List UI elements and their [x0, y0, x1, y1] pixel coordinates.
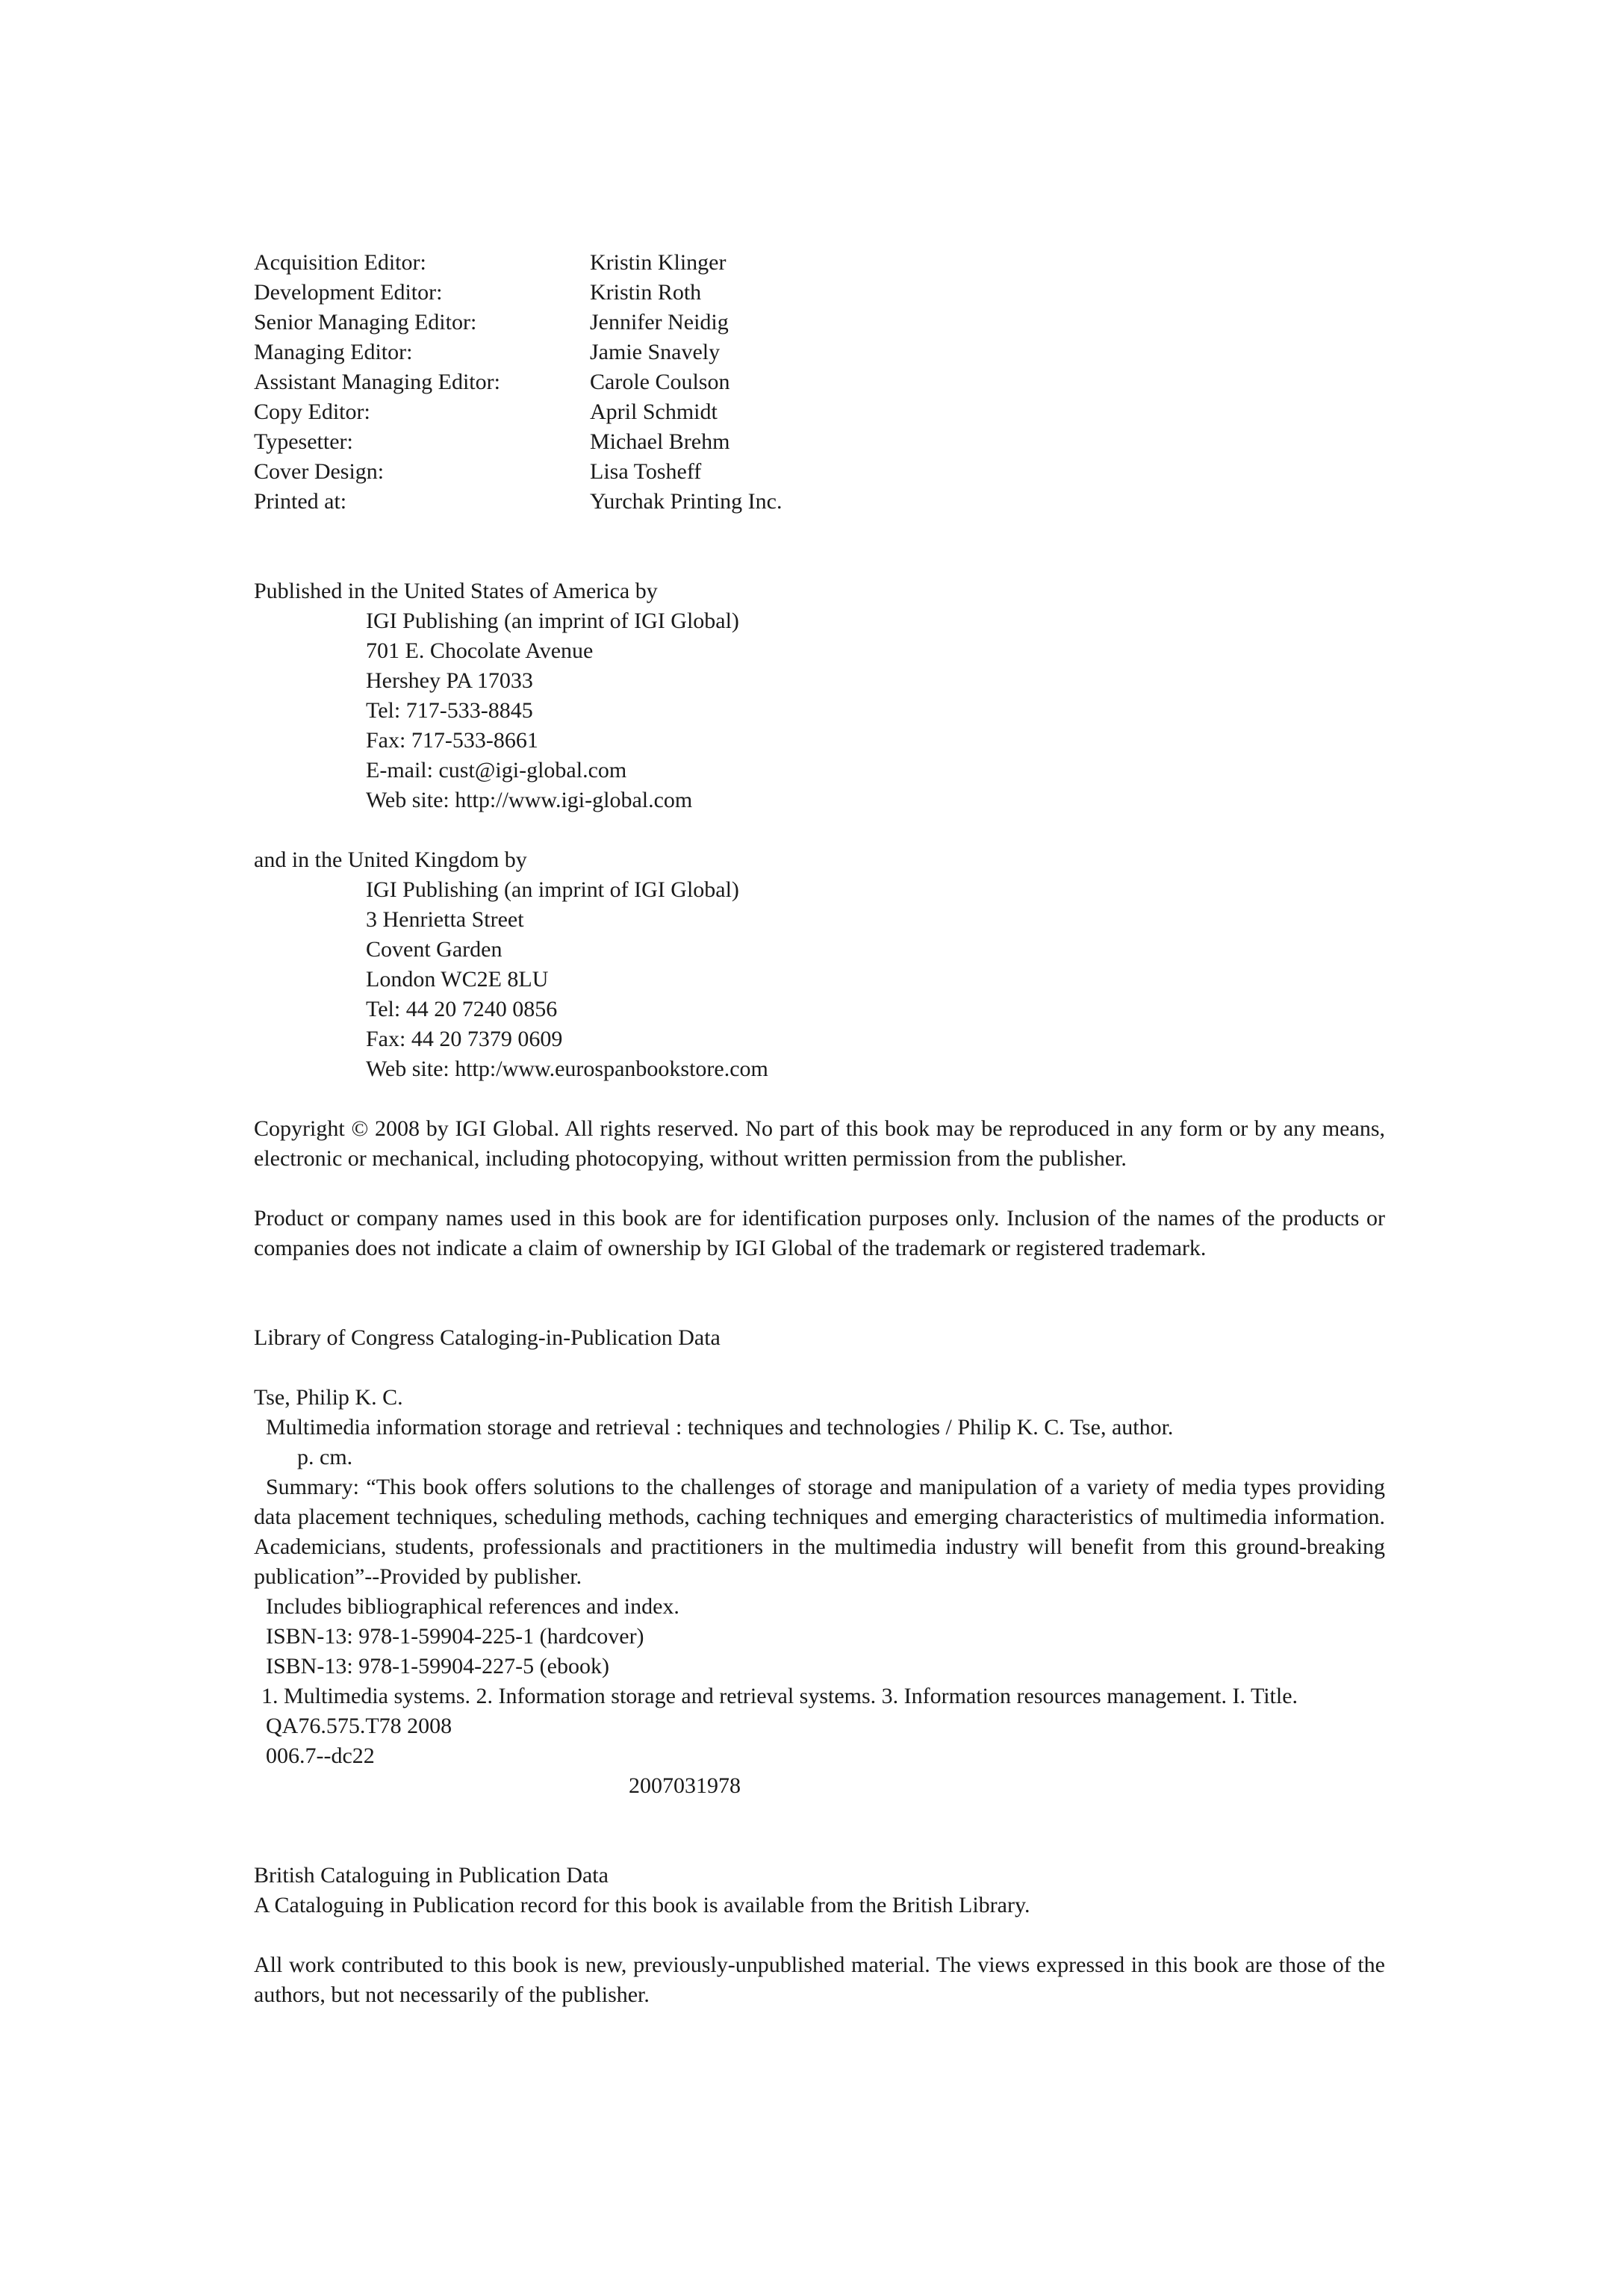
credit-role: Assistant Managing Editor: — [254, 370, 500, 394]
credit-name: Kristin Roth — [590, 280, 702, 305]
cip-isbn-ebook: ISBN-13: 978-1-59904-227-5 (ebook) — [266, 1654, 609, 1679]
credit-role: Development Editor: — [254, 280, 443, 305]
editorial-credits — [254, 248, 1389, 517]
phone-line: Tel: 44 20 7240 0856 — [366, 997, 558, 1021]
email-line: E-mail: cust@igi-global.com — [366, 758, 627, 783]
credit-row — [254, 457, 1389, 487]
fax-line: Fax: 717-533-8661 — [366, 728, 538, 753]
website-line: Web site: http://www.igi-global.com — [366, 788, 693, 812]
credit-row — [254, 487, 1389, 517]
credit-row — [254, 248, 1389, 278]
cip-summary — [254, 1472, 1385, 1592]
cip-title: Multimedia information storage and retrieval : techniques and technologies / Philip K. C. Tse, author. — [266, 1415, 1174, 1440]
phone-line: Tel: 717-533-8845 — [366, 698, 533, 723]
us-intro: Published in the United States of America by — [254, 579, 658, 603]
credit-role: Managing Editor: — [254, 340, 413, 364]
loc-heading: Library of Congress Cataloging-in-Publication Data — [254, 1325, 721, 1350]
address-line: IGI Publishing (an imprint of IGI Global) — [366, 609, 739, 633]
address-line: Covent Garden — [366, 937, 503, 962]
uk-intro: and in the United Kingdom by — [254, 847, 527, 872]
trademark-text: Product or company names used in this book are for identification purposes only. Inclusion of the names of the products or companies does not indicate a claim of ownership by IGI Global of the trademark or registered trademark. — [254, 1206, 1385, 1260]
cip-subjects-text: 1. Multimedia systems. 2. Information storage and retrieval systems. 3. Information resources management. I. Title. — [261, 1684, 1298, 1708]
credit-role: Acquisition Editor: — [254, 250, 426, 275]
credit-role: Cover Design: — [254, 459, 385, 484]
credit-row — [254, 427, 1389, 457]
cip-record — [254, 1383, 1389, 1801]
cip-subjects — [254, 1681, 1385, 1711]
us-publisher-address — [254, 576, 1389, 815]
address-line: London WC2E 8LU — [366, 967, 549, 992]
credit-name: Carole Coulson — [590, 370, 730, 394]
credit-row — [254, 397, 1389, 427]
address-line: 3 Henrietta Street — [366, 907, 524, 932]
credit-role: Printed at: — [254, 489, 347, 514]
credit-row — [254, 337, 1389, 367]
british-heading: British Cataloguing in Publication Data — [254, 1863, 609, 1888]
address-line: Hershey PA 17033 — [366, 668, 533, 693]
cip-includes: Includes bibliographical references and index. — [266, 1594, 679, 1619]
credit-name: Jennifer Neidig — [590, 310, 729, 335]
cip-pages: p. cm. — [297, 1445, 353, 1469]
trademark-notice — [254, 1204, 1389, 1263]
credit-row — [254, 308, 1389, 337]
uk-publisher-address — [254, 845, 1389, 1084]
british-text: A Cataloguing in Publication record for this book is available from the British Library. — [254, 1893, 1030, 1917]
credit-name: Kristin Klinger — [590, 250, 727, 275]
credit-role: Typesetter: — [254, 429, 353, 454]
credit-name: April Schmidt — [590, 399, 718, 424]
british-cip — [254, 1861, 1389, 1920]
website-line: Web site: http:/www.eurospanbookstore.com — [366, 1057, 768, 1081]
cip-isbn-hardcover: ISBN-13: 978-1-59904-225-1 (hardcover) — [266, 1624, 644, 1649]
cip-lccn: 2007031978 — [629, 1773, 741, 1798]
credit-name: Yurchak Printing Inc. — [590, 489, 783, 514]
views-disclaimer — [254, 1950, 1389, 2010]
copyright-notice — [254, 1114, 1389, 1174]
copyright-text: Copyright © 2008 by IGI Global. All rights reserved. No part of this book may be reproduced in any form or by any means, electronic or mechanical, including photocopying, without written permission from the publisher. — [254, 1116, 1385, 1171]
credit-role: Senior Managing Editor: — [254, 310, 477, 335]
cip-author: Tse, Philip K. C. — [254, 1385, 403, 1410]
address-line: 701 E. Chocolate Avenue — [366, 638, 594, 663]
views-disclaimer-text: All work contributed to this book is new, previously-unpublished material. The views expressed in this book are those of the authors, but not necessarily of the publisher. — [254, 1953, 1385, 2007]
loc-heading-block — [254, 1323, 1389, 1353]
address-line: IGI Publishing (an imprint of IGI Global) — [366, 877, 739, 902]
credit-name: Jamie Snavely — [590, 340, 721, 364]
credit-name: Michael Brehm — [590, 429, 730, 454]
cip-summary-text: Summary: “This book offers solutions to the challenges of storage and manipulation of a variety of media types providing data placement techniques, scheduling methods, caching techniques and emerging characteristics of multimedia information. Academicians, students, professionals and practitioners in the multimedia industry will benefit from this ground-breaking publication”--Provided by publisher. — [254, 1475, 1385, 1589]
cip-call-number: QA76.575.T78 2008 — [266, 1714, 452, 1738]
fax-line: Fax: 44 20 7379 0609 — [366, 1027, 563, 1051]
credit-role: Copy Editor: — [254, 399, 370, 424]
credit-row — [254, 367, 1389, 397]
credit-row — [254, 278, 1389, 308]
credit-name: Lisa Tosheff — [590, 459, 702, 484]
cip-dewey: 006.7--dc22 — [266, 1743, 375, 1768]
